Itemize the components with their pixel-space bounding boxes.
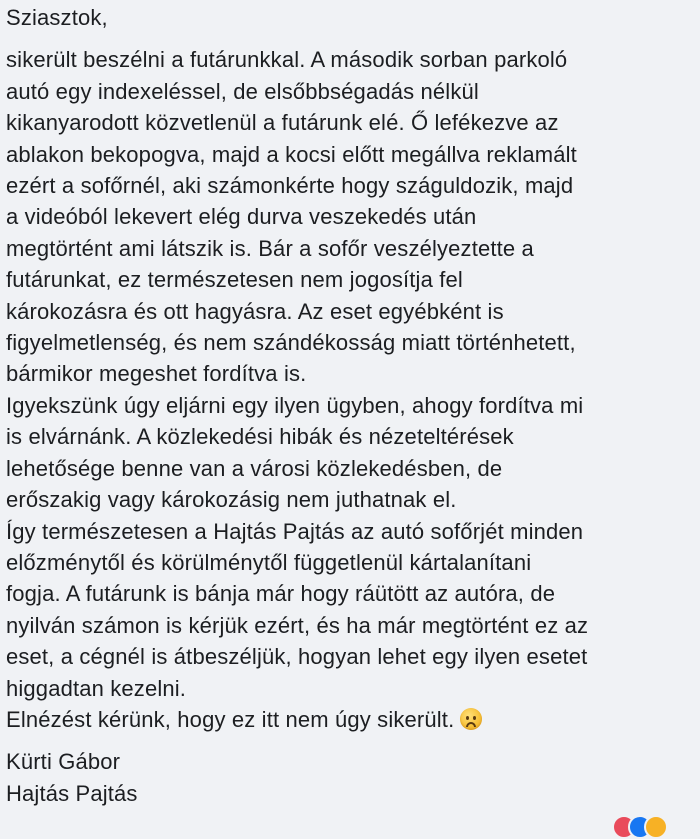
- post-line: higgadtan kezelni.: [6, 675, 187, 701]
- signature-company: Hajtás Pajtás: [6, 780, 138, 806]
- post-line: erőszakig vagy károkozásig nem juthatnak el.: [6, 487, 457, 513]
- reaction-icons[interactable]: [612, 815, 682, 833]
- apology-line: [6, 704, 692, 735]
- post-line: Így természetesen a Hajtás Pajtás az autó sofőrjét minden: [6, 518, 584, 544]
- post-line: megtörtént ami látszik is. Bár a sofőr veszélyeztette a: [6, 235, 534, 261]
- paragraph-gap: [6, 735, 692, 746]
- paragraph-gap: [6, 33, 692, 44]
- frowning-face-icon: [460, 708, 482, 730]
- post-line: bármikor megeshet fordítva is.: [6, 361, 307, 387]
- signature-name: Kürti Gábor: [6, 749, 121, 775]
- sad-reaction-icon: [644, 815, 668, 839]
- post-line: fogja. A futárunk is bánja már hogy ráütött az autóra, de: [6, 581, 556, 607]
- post-line: ezért a sofőrnél, aki számonkérte hogy száguldozik, majd: [6, 173, 574, 199]
- post-line: autó egy indexeléssel, de elsőbbségadás nélkül: [6, 78, 479, 104]
- post-line: károkozásra és ott hagyásra. Az eset egyébként is: [6, 298, 504, 324]
- post-line: ablakon bekopogva, majd a kocsi előtt megállva reklamált: [6, 141, 577, 167]
- post-paragraph: [6, 44, 692, 735]
- apology-text: Elnézést kérünk, hogy ez itt nem úgy sikerült.: [6, 706, 455, 732]
- post-line: lehetősége benne van a városi közlekedésben, de: [6, 455, 503, 481]
- post-greeting: Sziasztok,: [6, 5, 108, 30]
- post-line: is elvárnánk. A közlekedési hibák és nézeteltérések: [6, 424, 514, 450]
- post-line: nyilván számon is kérjük ezért, és ha már megtörtént ez az: [6, 612, 589, 638]
- post-line: Igyekszünk úgy eljárni egy ilyen ügyben, ahogy fordítva mi: [6, 392, 584, 418]
- post-line: a videóból lekevert elég durva veszekedés után: [6, 204, 477, 230]
- post-line: figyelmetlenség, és nem szándékosság miatt történhetett,: [6, 330, 576, 356]
- post-line: előzménytől és körülménytől függetlenül kártalanítani: [6, 549, 532, 575]
- post-line: futárunkat, ez természetesen nem jogosítja fel: [6, 267, 463, 293]
- post-line: eset, a cégnél is átbeszéljük, hogyan lehet egy ilyen esetet: [6, 644, 588, 670]
- post-line: sikerült beszélni a futárunkkal. A második sorban parkoló: [6, 47, 568, 73]
- post-line: kikanyarodott közvetlenül a futárunk elé. Ő lefékezve az: [6, 110, 559, 136]
